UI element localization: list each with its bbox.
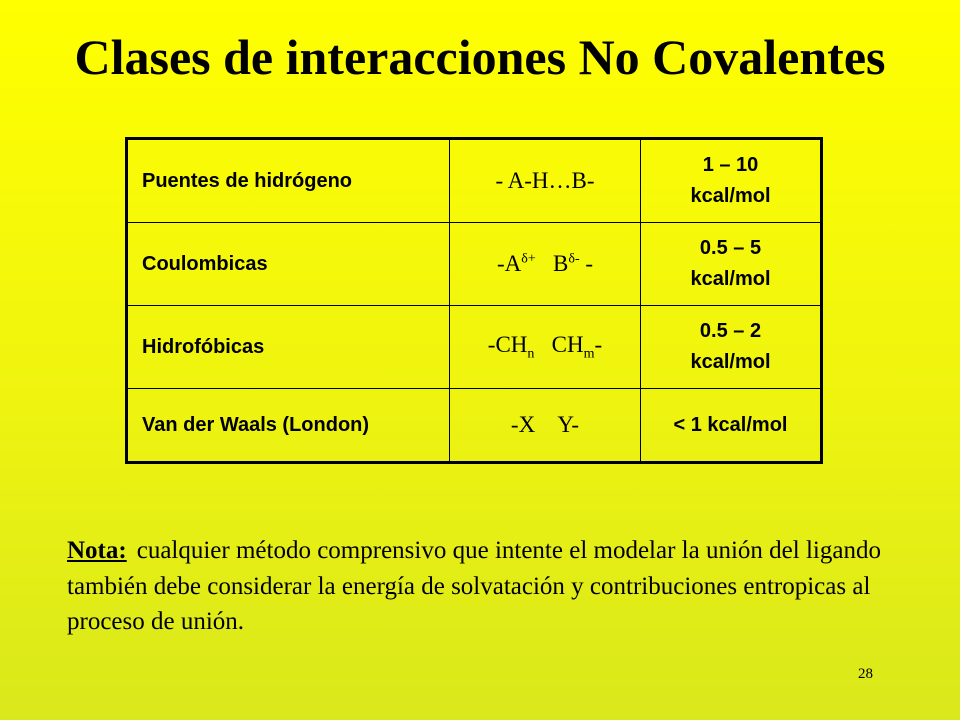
interaction-type: Hidrofóbicas — [127, 306, 450, 389]
interaction-energy — [641, 223, 822, 306]
interaction-energy — [641, 306, 822, 389]
energy-unit: kcal/mol — [690, 185, 771, 207]
page-number: 28 — [858, 666, 873, 682]
interaction-energy — [641, 139, 822, 223]
note-text: cualquier método comprensivo que intente el modelar la unión del ligando también debe considerar la energía de solvatación y contribuciones entropicas al proceso de unión. — [67, 537, 881, 635]
formula-part: -CH — [487, 331, 528, 357]
energy-range: 0.5 – 5 — [699, 237, 762, 259]
formula-part: - — [579, 251, 594, 276]
formula-part: CH — [551, 331, 584, 357]
slide-title: Clases de interacciones No Covalentes — [74, 29, 886, 85]
formula-part: -A — [496, 251, 522, 276]
energy-unit: kcal/mol — [690, 268, 771, 290]
table-row — [127, 139, 822, 223]
formula-subscript: m — [583, 346, 595, 362]
table-row — [127, 389, 822, 463]
energy-range: 0.5 – 2 — [699, 320, 762, 342]
formula-part: - — [594, 331, 603, 357]
formula-subscript: n — [527, 346, 535, 362]
interaction-type: Van der Waals (London) — [127, 389, 450, 463]
interaction-formula — [450, 306, 641, 389]
energy-range: 1 – 10 — [702, 154, 759, 176]
note-paragraph — [67, 533, 897, 640]
table-row — [127, 223, 822, 306]
formula-part: B — [553, 251, 569, 276]
interaction-formula — [450, 223, 641, 306]
interaction-formula: -X Y- — [450, 389, 641, 463]
interaction-formula: - A-H…B- — [450, 139, 641, 223]
formula-superscript: δ- — [568, 251, 580, 267]
note-label: Nota: — [67, 537, 127, 564]
energy-unit: kcal/mol — [690, 351, 771, 373]
table-row — [127, 306, 822, 389]
interaction-type: Coulombicas — [127, 223, 450, 306]
formula-superscript: δ+ — [521, 251, 536, 267]
interactions-table — [125, 137, 823, 464]
interaction-energy: < 1 kcal/mol — [641, 389, 822, 463]
interaction-type: Puentes de hidrógeno — [127, 139, 450, 223]
